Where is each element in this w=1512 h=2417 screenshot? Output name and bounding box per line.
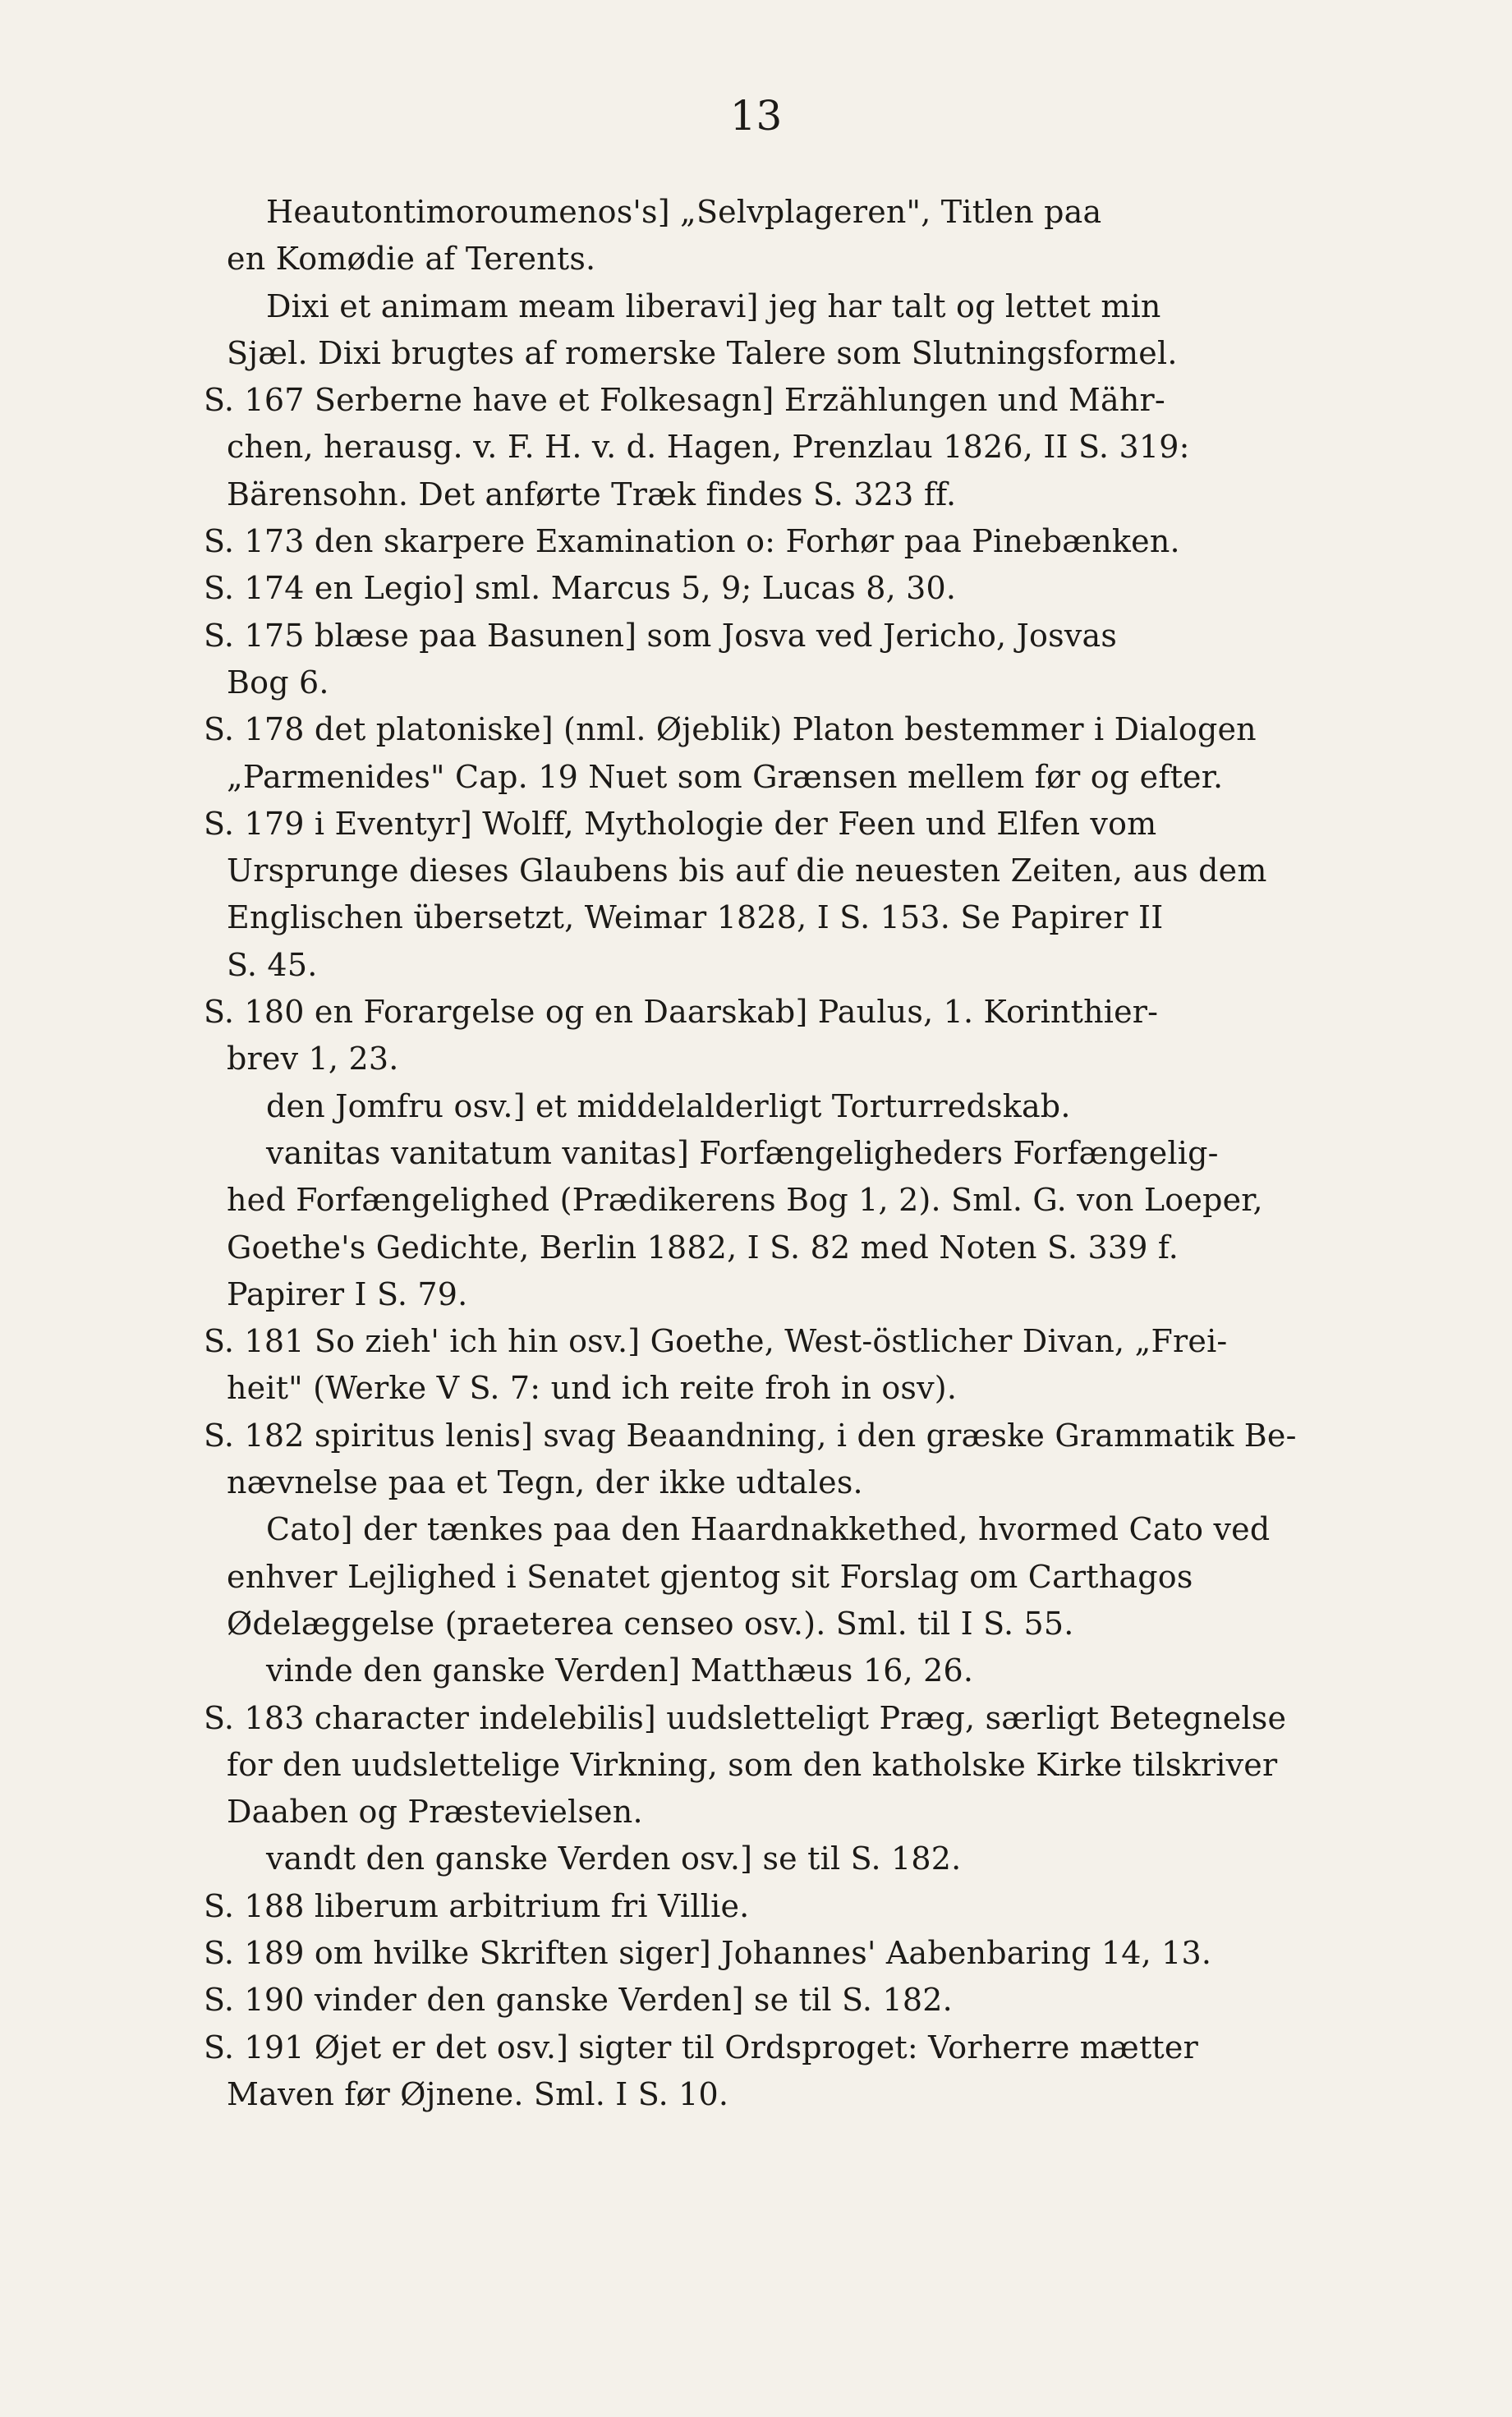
text-line: vinde den ganske Verden] Matthæus 16, 26.	[266, 1652, 974, 1689]
text-line: Ursprunge dieses Glaubens bis auf die neuesten Zeiten, aus dem	[227, 852, 1267, 889]
text-line: S. 178 det platoniske] (nml. Øjeblik) Platon bestemmer i Dialogen	[204, 711, 1257, 748]
text-line: vandt den ganske Verden osv.] se til S. 182.	[266, 1840, 962, 1877]
text-line: brev 1, 23.	[227, 1041, 399, 1078]
text-line: for den uudslettelige Virkning, som den katholske Kirke tilskriver	[227, 1746, 1278, 1783]
text-line: S. 189 om hvilke Skriften siger] Johannes' Aabenbaring 14, 13.	[204, 1934, 1212, 1971]
text-line: vanitas vanitatum vanitas] Forfængeligheders Forfængelig-	[266, 1134, 1219, 1171]
text-line: chen, herausg. v. F. H. v. d. Hagen, Prenzlau 1826, II S. 319:	[227, 429, 1190, 466]
text-line: hed Forfængelighed (Prædikerens Bog 1, 2). Sml. G. von Loeper,	[227, 1182, 1263, 1219]
text-line: Englischen übersetzt, Weimar 1828, I S. 153. Se Papirer II	[227, 899, 1164, 936]
page-number: 13	[729, 92, 783, 140]
text-line: heit" (Werke V S. 7: und ich reite froh in osv).	[227, 1370, 958, 1407]
text-line: S. 179 i Eventyr] Wolff, Mythologie der Feen und Elfen vom	[204, 805, 1157, 842]
text-line: nævnelse paa et Tegn, der ikke udtales.	[227, 1464, 863, 1501]
text-line: Goethe's Gedichte, Berlin 1882, I S. 82 med Noten S. 339 f.	[227, 1229, 1179, 1266]
text-line: S. 173 den skarpere Examination o: Forhør paa Pinebænken.	[204, 523, 1180, 560]
text-line: Ødelæggelse (praeterea censeo osv.). Sml. til I S. 55.	[227, 1605, 1074, 1642]
text-line: Dixi et animam meam liberavi] jeg har talt og lettet min	[266, 287, 1161, 324]
text-line: S. 167 Serberne have et Folkesagn] Erzählungen und Mähr-	[204, 382, 1165, 419]
text-line: Bärensohn. Det anførte Træk findes S. 323 ff.	[227, 476, 957, 512]
text-line: S. 180 en Forargelse og en Daarskab] Paulus, 1. Korinthier-	[204, 994, 1159, 1031]
text-line: S. 190 vinder den ganske Verden] se til S. 182.	[204, 1982, 953, 2019]
text-line: den Jomfru osv.] et middelalderligt Torturredskab.	[266, 1087, 1071, 1124]
text-line: S. 181 So zieh' ich hin osv.] Goethe, West-östlicher Divan, „Frei-	[204, 1323, 1228, 1360]
text-line: S. 183 character indelebilis] uudsletteligt Præg, særligt Betegnelse	[204, 1699, 1287, 1736]
text-line: Papirer I S. 79.	[227, 1275, 468, 1312]
text-line: Sjæl. Dixi brugtes af romerske Talere som Slutningsformel.	[227, 334, 1178, 371]
text-line: Daaben og Præstevielsen.	[227, 1794, 643, 1831]
text-line: S. 191 Øjet er det osv.] sigter til Ordsproget: Vorherre mætter	[204, 2029, 1198, 2065]
text-line: S. 182 spiritus lenis] svag Beaandning, i den græske Grammatik Be-	[204, 1417, 1297, 1454]
text-line: enhver Lejlighed i Senatet gjentog sit Forslag om Carthagos	[227, 1558, 1193, 1595]
text-line: „Parmenides" Cap. 19 Nuet som Grænsen mellem før og efter.	[227, 758, 1224, 795]
text-line: S. 45.	[227, 946, 318, 983]
text-line: Heautontimoroumenos's] „Selvplageren", Titlen paa	[266, 194, 1102, 230]
text-line: S. 188 liberum arbitrium fri Villie.	[204, 1887, 750, 1924]
text-line: Cato] der tænkes paa den Haardnakkethed, hvormed Cato ved	[266, 1511, 1271, 1548]
commentary-text	[204, 189, 1304, 2118]
text-line: S. 175 blæse paa Basunen] som Josva ved Jericho, Josvas	[204, 617, 1118, 654]
text-line: S. 174 en Legio] sml. Marcus 5, 9; Lucas 8, 30.	[204, 570, 957, 607]
text-line: en Komødie af Terents.	[227, 241, 596, 278]
text-line: Maven før Øjnene. Sml. I S. 10.	[227, 2075, 729, 2112]
text-line: Bog 6.	[227, 664, 329, 701]
